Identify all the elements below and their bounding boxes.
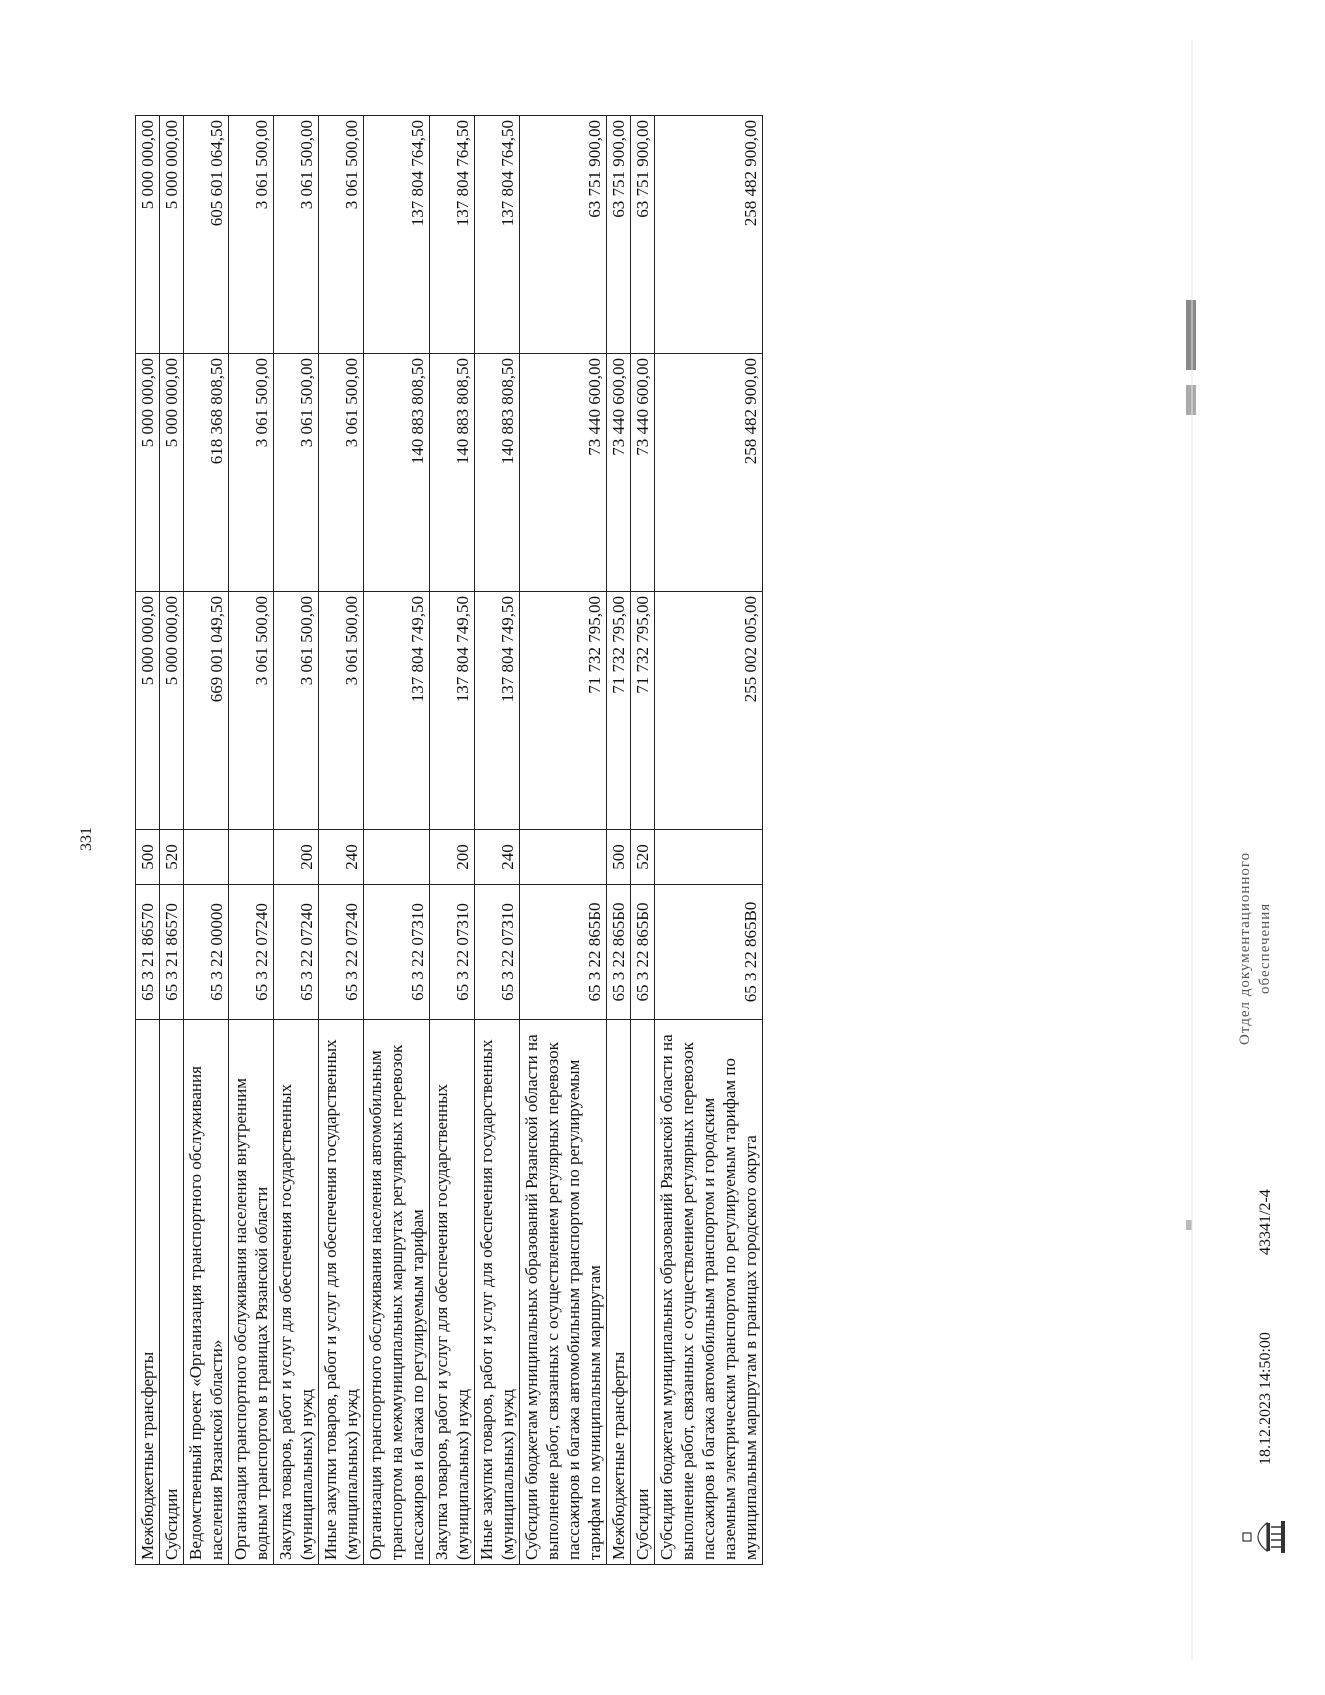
row-code-cell: 65 3 21 86570 <box>136 885 160 1020</box>
row-code-cell: 65 3 21 86570 <box>160 885 184 1020</box>
row-expense-type-cell: 500 <box>136 830 160 885</box>
row-name-cell: Субсидии бюджетам муниципальных образований Рязанской области на выполнение работ, связанных с осуществлением регулярных перевозок пассажиров и багажа автомобильным транспортом и городским наземным электрическим транспортом по регулируемым тарифам по муниципальным маршрутам в границах городского округа <box>655 1020 763 1565</box>
row-value-1-cell: 255 002 005,00 <box>655 592 763 830</box>
row-value-3-cell: 3 061 500,00 <box>319 116 364 354</box>
row-expense-type-cell <box>184 830 229 885</box>
row-value-3-cell: 5 000 000,00 <box>160 116 184 354</box>
row-code-cell: 65 3 22 07310 <box>364 885 430 1020</box>
row-code-cell: 65 3 22 07240 <box>229 885 274 1020</box>
row-name-cell: Закупка товаров, работ и услуг для обеспечения государственных (муниципальных) нужд <box>274 1020 319 1565</box>
row-code-cell: 65 3 22 07240 <box>319 885 364 1020</box>
emblem-icon <box>1241 1517 1287 1557</box>
table-row <box>607 116 631 1565</box>
row-value-1-cell: 3 061 500,00 <box>229 592 274 830</box>
row-code-cell: 65 3 22 865Б0 <box>607 885 631 1020</box>
row-expense-type-cell <box>364 830 430 885</box>
row-value-2-cell: 5 000 000,00 <box>136 354 160 592</box>
row-value-2-cell: 140 883 808,50 <box>364 354 430 592</box>
row-value-2-cell: 618 368 808,50 <box>184 354 229 592</box>
row-value-3-cell: 63 751 900,00 <box>520 116 607 354</box>
footer-date: 18.12.2023 14:50:00 <box>1257 1332 1274 1465</box>
row-value-2-cell: 258 482 900,00 <box>655 354 763 592</box>
row-value-2-cell: 5 000 000,00 <box>160 354 184 592</box>
scan-edge-marks <box>1178 40 1200 1660</box>
row-value-1-cell: 137 804 749,50 <box>364 592 430 830</box>
row-value-1-cell: 3 061 500,00 <box>319 592 364 830</box>
row-value-1-cell: 71 732 795,00 <box>631 592 655 830</box>
row-value-3-cell: 5 000 000,00 <box>136 116 160 354</box>
footer-doc-code: 43341/2-4 <box>1257 1189 1274 1255</box>
table-row <box>136 116 160 1565</box>
row-code-cell: 65 3 22 07310 <box>475 885 520 1020</box>
row-code-cell: 65 3 22 00000 <box>184 885 229 1020</box>
row-name-cell: Субсидии <box>631 1020 655 1565</box>
row-expense-type-cell: 200 <box>430 830 475 885</box>
row-expense-type-cell: 200 <box>274 830 319 885</box>
row-value-1-cell: 137 804 749,50 <box>475 592 520 830</box>
table-row <box>364 116 430 1565</box>
row-name-cell: Субсидии бюджетам муниципальных образований Рязанской области на выполнение работ, связанных с осуществлением регулярных перевозок пассажиров и багажа автомобильным транспортом по регулируемым тарифам по муниципальным маршрутам <box>520 1020 607 1565</box>
table-row <box>319 116 364 1565</box>
row-code-cell: 65 3 22 865Б0 <box>520 885 607 1020</box>
row-code-cell: 65 3 22 07240 <box>274 885 319 1020</box>
row-code-cell: 65 3 22 865Б0 <box>631 885 655 1020</box>
table-row <box>631 116 655 1565</box>
row-value-3-cell: 63 751 900,00 <box>607 116 631 354</box>
row-value-3-cell: 605 601 064,50 <box>184 116 229 354</box>
stamp-line-1: Отдел документационного <box>1237 851 1253 1045</box>
row-value-3-cell: 258 482 900,00 <box>655 116 763 354</box>
row-expense-type-cell: 240 <box>319 830 364 885</box>
row-name-cell: Организация транспортного обслуживания населения автомобильным транспортом на межмуниципальных маршрутах регулярных перевозок пассажиров и багажа по регулируемым тарифам <box>364 1020 430 1565</box>
row-value-1-cell: 669 001 049,50 <box>184 592 229 830</box>
row-value-3-cell: 3 061 500,00 <box>274 116 319 354</box>
row-name-cell: Организация транспортного обслуживания населения внутренним водным транспортом в границах Рязанской области <box>229 1020 274 1565</box>
row-value-1-cell: 5 000 000,00 <box>136 592 160 830</box>
table-row <box>160 116 184 1565</box>
row-value-1-cell: 137 804 749,50 <box>430 592 475 830</box>
row-value-3-cell: 63 751 900,00 <box>631 116 655 354</box>
row-value-3-cell: 137 804 764,50 <box>475 116 520 354</box>
row-value-2-cell: 3 061 500,00 <box>274 354 319 592</box>
table-row <box>655 116 763 1565</box>
budget-table <box>135 115 763 1565</box>
row-expense-type-cell <box>655 830 763 885</box>
row-name-cell: Межбюджетные трансферты <box>136 1020 160 1565</box>
stamp-line-2: обеспечения <box>1257 902 1273 994</box>
page-footer <box>1235 115 1325 1565</box>
row-name-cell: Ведомственный проект «Организация транспортного обслуживания населения Рязанской области» <box>184 1020 229 1565</box>
table-row <box>229 116 274 1565</box>
row-name-cell: Субсидии <box>160 1020 184 1565</box>
page-number: 331 <box>78 827 95 851</box>
row-value-1-cell: 71 732 795,00 <box>607 592 631 830</box>
row-value-2-cell: 73 440 600,00 <box>520 354 607 592</box>
row-code-cell: 65 3 22 07310 <box>430 885 475 1020</box>
row-name-cell: Межбюджетные трансферты <box>607 1020 631 1565</box>
row-value-1-cell: 71 732 795,00 <box>520 592 607 830</box>
table-row <box>520 116 607 1565</box>
row-value-1-cell: 5 000 000,00 <box>160 592 184 830</box>
row-expense-type-cell: 500 <box>607 830 631 885</box>
row-name-cell: Иные закупки товаров, работ и услуг для обеспечения государственных (муниципальных) нужд <box>319 1020 364 1565</box>
row-expense-type-cell: 240 <box>475 830 520 885</box>
row-value-2-cell: 3 061 500,00 <box>319 354 364 592</box>
department-stamp <box>1235 852 1275 1045</box>
table-row <box>184 116 229 1565</box>
row-expense-type-cell: 520 <box>631 830 655 885</box>
table-row <box>430 116 475 1565</box>
table-row <box>475 116 520 1565</box>
row-value-2-cell: 73 440 600,00 <box>631 354 655 592</box>
row-value-2-cell: 73 440 600,00 <box>607 354 631 592</box>
table-row <box>274 116 319 1565</box>
row-value-2-cell: 3 061 500,00 <box>229 354 274 592</box>
row-expense-type-cell: 520 <box>160 830 184 885</box>
row-expense-type-cell <box>229 830 274 885</box>
row-value-3-cell: 3 061 500,00 <box>229 116 274 354</box>
row-value-1-cell: 3 061 500,00 <box>274 592 319 830</box>
row-value-2-cell: 140 883 808,50 <box>430 354 475 592</box>
row-value-2-cell: 140 883 808,50 <box>475 354 520 592</box>
row-value-3-cell: 137 804 764,50 <box>430 116 475 354</box>
budget-table-body <box>136 116 763 1565</box>
row-code-cell: 65 3 22 865В0 <box>655 885 763 1020</box>
row-name-cell: Иные закупки товаров, работ и услуг для обеспечения государственных (муниципальных) нужд <box>475 1020 520 1565</box>
row-name-cell: Закупка товаров, работ и услуг для обеспечения государственных (муниципальных) нужд <box>430 1020 475 1565</box>
row-expense-type-cell <box>520 830 607 885</box>
rotated-page-content <box>135 115 1274 1565</box>
row-value-3-cell: 137 804 764,50 <box>364 116 430 354</box>
